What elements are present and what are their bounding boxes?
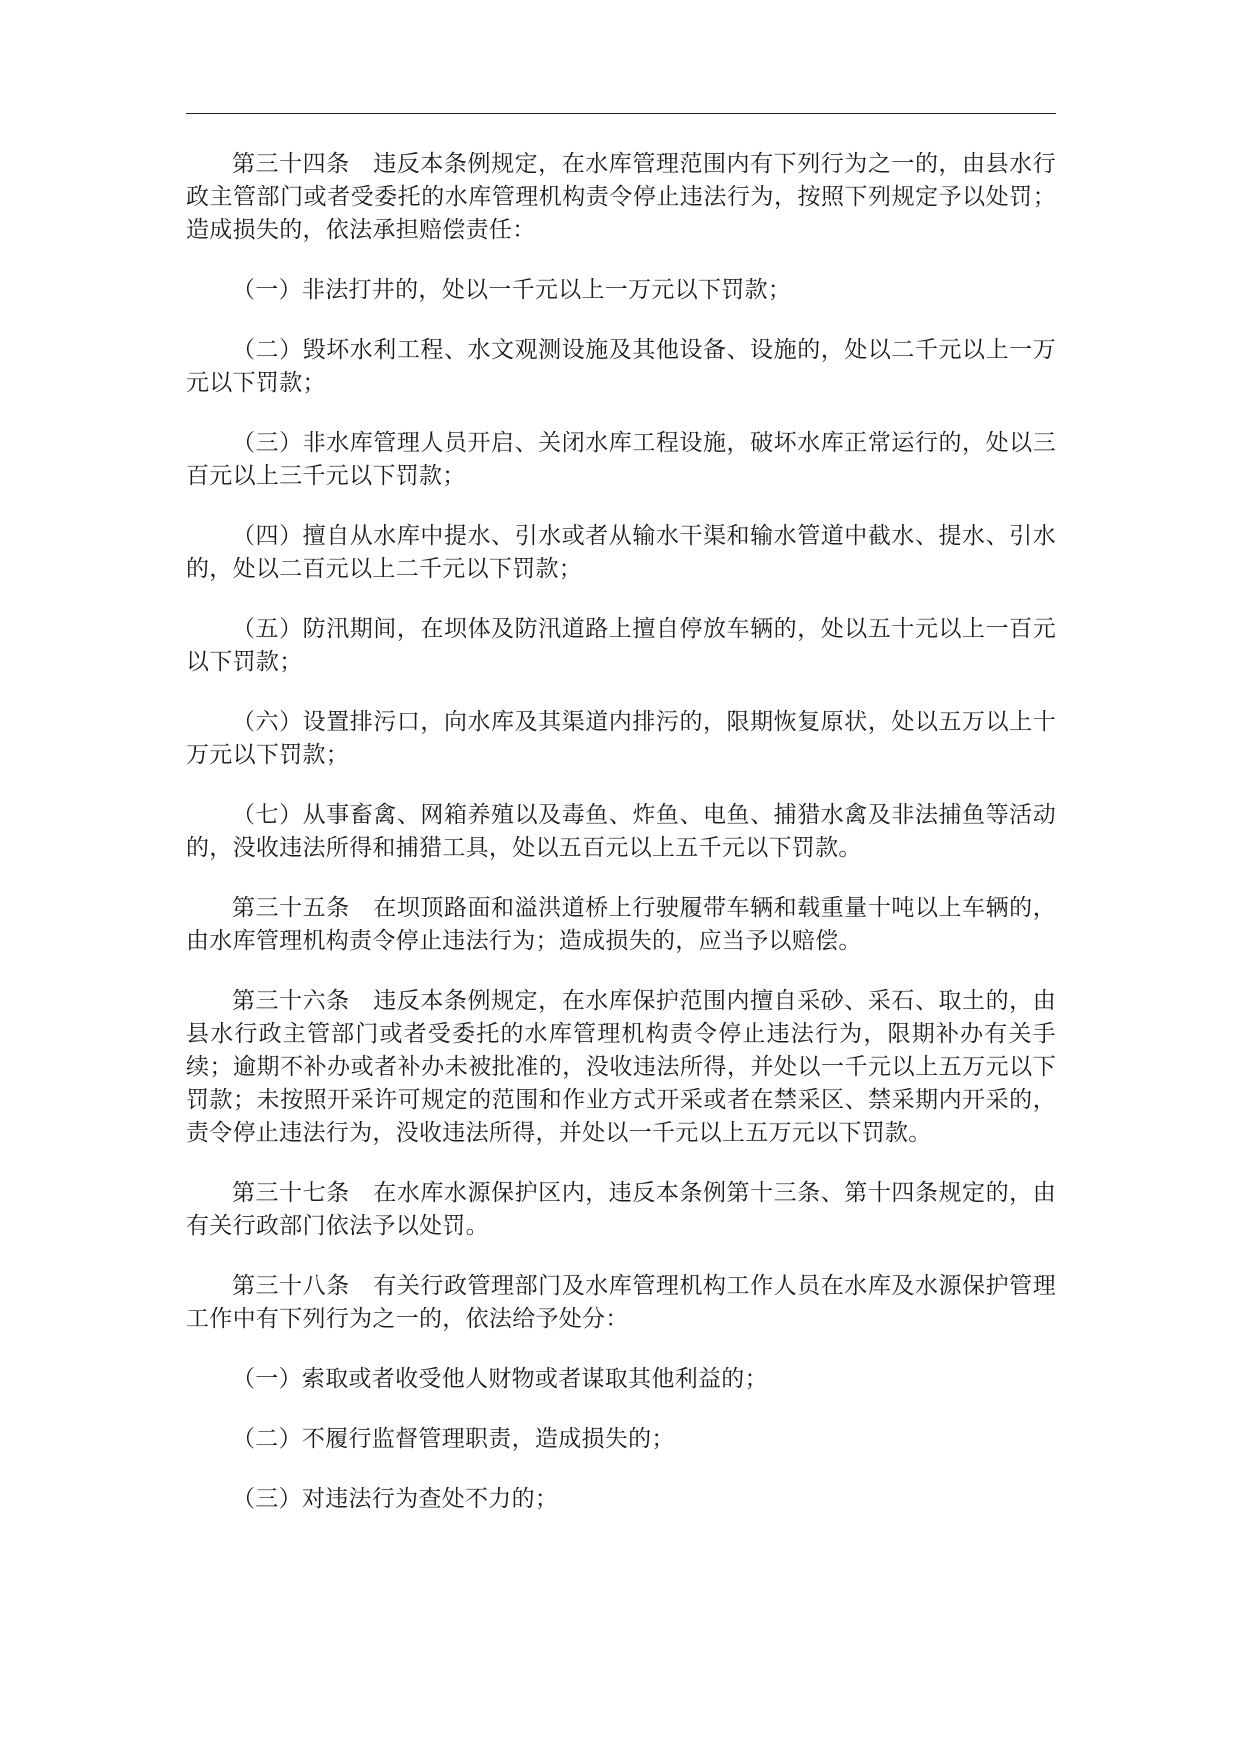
article-35: 第三十五条 在坝顶路面和溢洪道桥上行驶履带车辆和载重量十吨以上车辆的，由水库管理机构责令停止违法行为；造成损失的，应当予以赔偿。 [186, 895, 1056, 954]
article-38-item-3: （三）对违法行为查处不力的； [232, 1486, 559, 1512]
article-38-item-2: （二）不履行监督管理职责，造成损失的； [232, 1426, 675, 1452]
article-34-item-6: （六）设置排污口，向水库及其渠道内排污的，限期恢复原状，处以五万以上十万元以下罚款； [186, 709, 1056, 768]
article-37: 第三十七条 在水库水源保护区内，违反本条例第十三条、第十四条规定的，由有关行政部门依法予以处罚。 [186, 1180, 1056, 1239]
article-34-item-7: （七）从事畜禽、网箱养殖以及毒鱼、炸鱼、电鱼、捕猎水禽及非法捕鱼等活动的，没收违法所得和捕猎工具，处以五百元以上五千元以下罚款。 [186, 802, 1056, 861]
article-34-item-1: （一）非法打井的，处以一千元以上一万元以下罚款； [232, 277, 792, 303]
document-body [186, 148, 1056, 1543]
article-34-item-4: （四）擅自从水库中提水、引水或者从输水干渠和输水管道中截水、提水、引水的，处以二百元以上二千元以下罚款； [186, 523, 1056, 582]
article-38-item-1: （一）索取或者收受他人财物或者谋取其他利益的； [232, 1366, 768, 1392]
header-rule [186, 113, 1056, 114]
article-34-item-2: （二）毁坏水利工程、水文观测设施及其他设备、设施的，处以二千元以上一万元以下罚款； [186, 337, 1056, 396]
article-36: 第三十六条 违反本条例规定，在水库保护范围内擅自采砂、采石、取土的，由县水行政主管部门或者受委托的水库管理机构责令停止违法行为，限期补办有关手续；逾期不补办或者补办未被批准的，没收违法所得，并处以一千元以上五万元以下罚款；未按照开采许可规定的范围和作业方式开采或者在禁采区、禁采期内开采的，责令停止违法行为，没收违法所得，并处以一千元以上五万元以下罚款。 [186, 988, 1056, 1146]
article-38: 第三十八条 有关行政管理部门及水库管理机构工作人员在水库及水源保护管理工作中有下列行为之一的，依法给予处分： [186, 1273, 1056, 1332]
article-34-item-3: （三）非水库管理人员开启、关闭水库工程设施，破坏水库正常运行的，处以三百元以上三千元以下罚款； [186, 430, 1056, 489]
article-34: 第三十四条 违反本条例规定，在水库管理范围内有下列行为之一的，由县水行政主管部门或者受委托的水库管理机构责令停止违法行为，按照下列规定予以处罚；造成损失的，依法承担赔偿责任： [186, 151, 1056, 243]
article-34-item-5: （五）防汛期间，在坝体及防汛道路上擅自停放车辆的，处以五十元以上一百元以下罚款； [186, 616, 1056, 675]
